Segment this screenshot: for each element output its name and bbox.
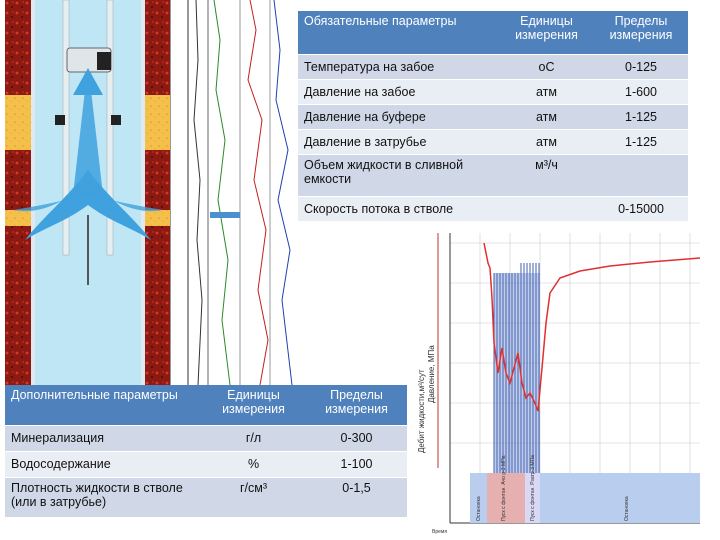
- param-units: %: [201, 451, 306, 477]
- band-label-mid2: Пуск с фонтан. Рзатр-3 МПа: [530, 455, 536, 521]
- header-range: Пределы измерения: [306, 385, 407, 425]
- param-units: оС: [499, 54, 594, 79]
- table-row: [5, 425, 407, 451]
- param-units: [499, 196, 594, 221]
- table-row: [298, 104, 688, 129]
- band-label-mid1: Пуск с фонтан. Ачо р-3 МПа: [501, 455, 507, 521]
- ylabel-rate: Дебит жидкости,м³/сут: [417, 369, 426, 453]
- param-name: Водосодержание: [5, 451, 201, 477]
- param-name: Плотность жидкости в стволе (или в затрубье): [5, 477, 201, 517]
- required-parameters-table: [298, 11, 688, 222]
- production-chart: [410, 223, 710, 536]
- param-name: Давление на буфере: [298, 104, 499, 129]
- table-row: [298, 129, 688, 154]
- header-range: Пределы измерения: [594, 11, 688, 54]
- time-label: Время: [432, 529, 448, 535]
- table-row: [5, 451, 407, 477]
- additional-parameters-table: [5, 385, 407, 518]
- table-header-row: [5, 385, 407, 425]
- param-range: [594, 154, 688, 196]
- param-name: Давление на забое: [298, 79, 499, 104]
- param-range: 1-100: [306, 451, 407, 477]
- header-units: Единицы измерения: [499, 11, 594, 54]
- header-param: Дополнительные параметры: [5, 385, 201, 425]
- table-row: [5, 477, 407, 517]
- table-row: [298, 154, 688, 196]
- table-row: [298, 54, 688, 79]
- well-log-tracks: [170, 0, 298, 385]
- param-name: Минерализация: [5, 425, 201, 451]
- param-name: Объем жидкости в сливной емкости: [298, 154, 499, 196]
- param-range: 1-125: [594, 129, 688, 154]
- param-name: Скорость потока в стволе: [298, 196, 499, 221]
- band-label-right: Остановка: [624, 496, 630, 521]
- table-row: [298, 79, 688, 104]
- table-header-row: [298, 11, 688, 54]
- wellbore-diagram: [5, 0, 170, 385]
- band-label-left: Остановка: [476, 496, 482, 521]
- param-units: атм: [499, 129, 594, 154]
- param-range: 0-15000: [594, 196, 688, 221]
- param-units: г/л: [201, 425, 306, 451]
- param-name: Давление в затрубье: [298, 129, 499, 154]
- ylabel-pressure: Давление, МПа: [427, 345, 436, 403]
- param-range: 0-300: [306, 425, 407, 451]
- param-range: 0-1,5: [306, 477, 407, 517]
- param-range: 1-125: [594, 104, 688, 129]
- param-units: атм: [499, 104, 594, 129]
- param-units: атм: [499, 79, 594, 104]
- param-range: 0-125: [594, 54, 688, 79]
- header-units: Единицы измерения: [201, 385, 306, 425]
- table-row: [298, 196, 688, 221]
- header-param: Обязательные параметры: [298, 11, 499, 54]
- param-name: Температура на забое: [298, 54, 499, 79]
- param-units: м³/ч: [499, 154, 594, 196]
- param-range: 1-600: [594, 79, 688, 104]
- param-units: г/см³: [201, 477, 306, 517]
